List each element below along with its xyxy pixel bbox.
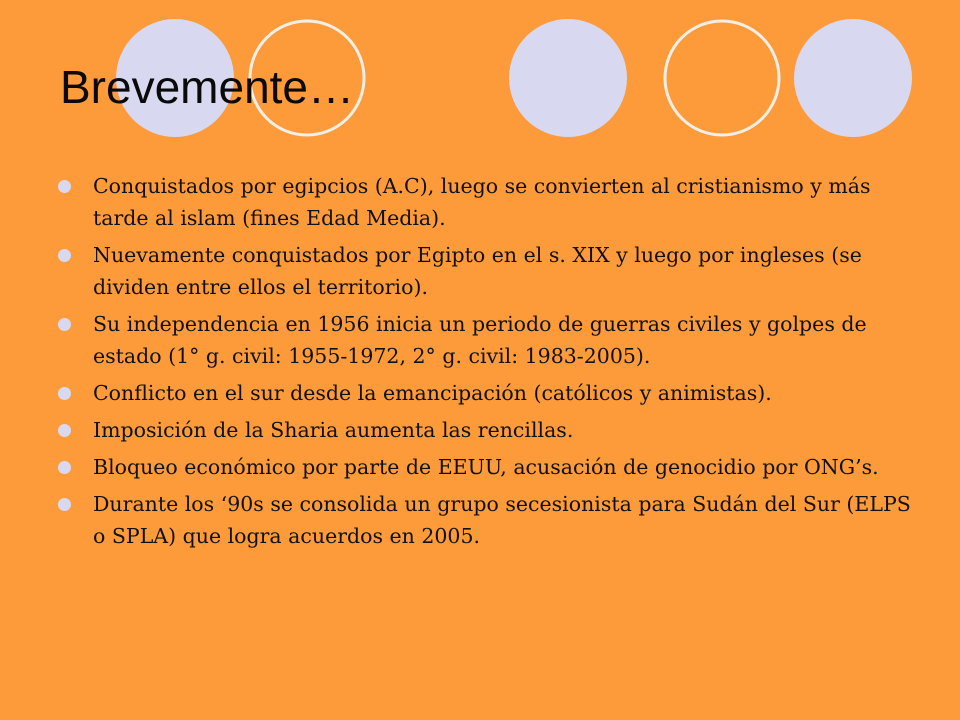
bullet-dot-icon: [58, 498, 71, 511]
bullet-list: [58, 170, 918, 557]
bullet-item: [58, 239, 918, 303]
bullet-text: Nuevamente conquistados por Egipto en el s. XIX y luego por ingleses (se dividen entre ellos el territorio).: [93, 243, 862, 299]
bullet-dot-icon: [58, 180, 71, 193]
bullet-text: Su independencia en 1956 inicia un periodo de guerras civiles y golpes de estado (1° g. civil: 1955-1972, 2° g. civil: 1983-2005).: [93, 312, 867, 368]
bullet-text: Durante los ‘90s se consolida un grupo secesionista para Sudán del Sur (ELPS o SPLA) que logra acuerdos en 2005.: [93, 492, 911, 548]
bullet-dot-icon: [58, 387, 71, 400]
bullet-dot-icon: [58, 424, 71, 437]
bullet-item: [58, 451, 918, 483]
decor-circle-filled: [794, 19, 912, 137]
decor-circle-filled: [509, 19, 627, 137]
bullet-item: [58, 414, 918, 446]
slide-title: Brevemente…: [60, 61, 355, 113]
bullet-item: [58, 377, 918, 409]
bullet-dot-icon: [58, 249, 71, 262]
bullet-text: Bloqueo económico por parte de EEUU, acusación de genocidio por ONG’s.: [93, 455, 879, 479]
bullet-item: [58, 170, 918, 234]
bullet-item: [58, 488, 918, 552]
bullet-dot-icon: [58, 318, 71, 331]
bullet-dot-icon: [58, 461, 71, 474]
bullet-text: Conflicto en el sur desde la emancipación (católicos y animistas).: [93, 381, 772, 405]
bullet-text: Imposición de la Sharia aumenta las rencillas.: [93, 418, 574, 442]
bullet-text: Conquistados por egipcios (A.C), luego se convierten al cristianismo y más tarde al islam (fines Edad Media).: [93, 174, 871, 230]
decor-circle-ring: [665, 21, 779, 135]
bullet-item: [58, 308, 918, 372]
